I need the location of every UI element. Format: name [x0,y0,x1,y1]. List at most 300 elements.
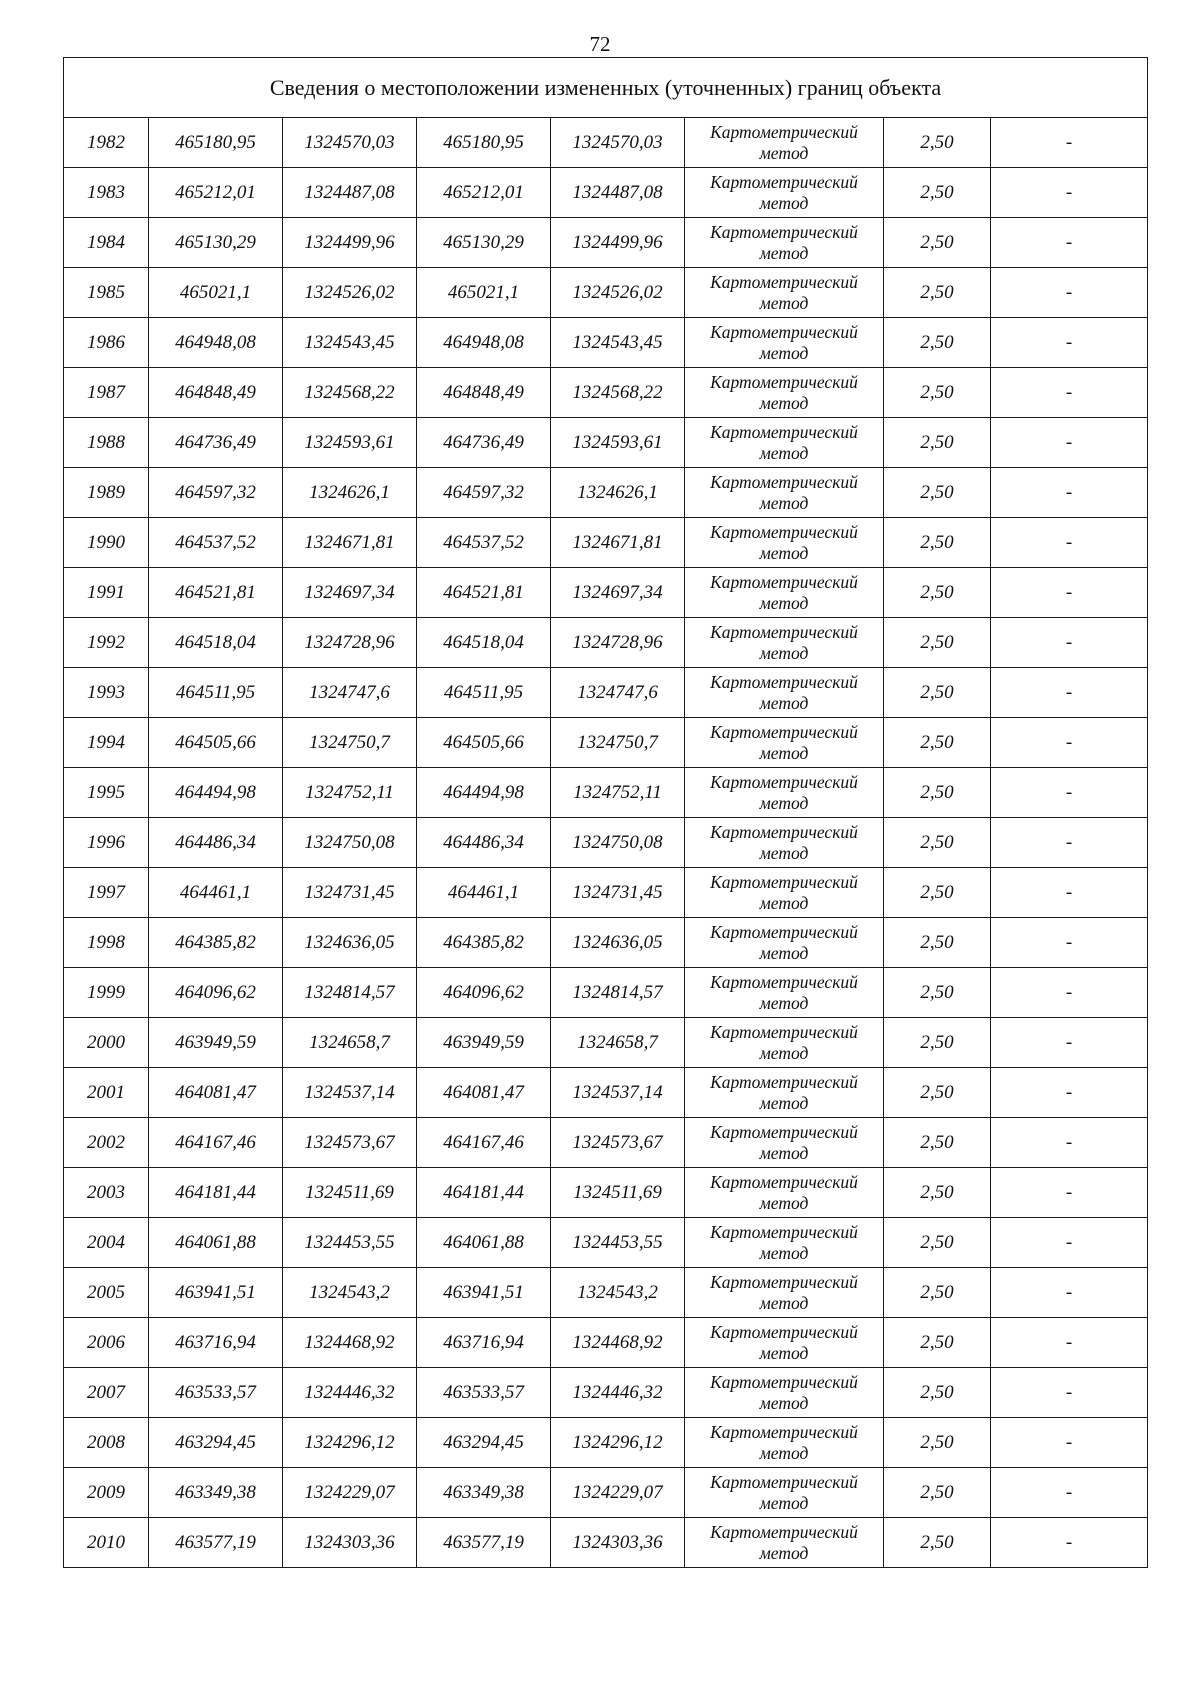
existing-x-cell: 464505,66 [149,718,283,768]
method-line-1: Картометрический [710,1471,858,1492]
point-number-cell: 1983 [64,168,149,218]
refined-x-cell: 464511,95 [417,668,551,718]
existing-x-cell: 464521,81 [149,568,283,618]
method-line-2: метод [759,1192,809,1213]
method-line-1: Картометрический [710,621,858,642]
point-number-cell: 1998 [64,918,149,968]
existing-y-cell: 1324296,12 [283,1418,417,1468]
existing-x-cell: 464736,49 [149,418,283,468]
method-cell [685,368,884,418]
refined-y-cell: 1324658,7 [551,1018,685,1068]
table-row [64,968,1148,1018]
point-number-cell: 1982 [64,118,149,168]
note-cell: - [991,868,1148,918]
refined-x-cell: 464385,82 [417,918,551,968]
existing-x-cell: 464461,1 [149,868,283,918]
existing-y-cell: 1324537,14 [283,1068,417,1118]
note-cell: - [991,1068,1148,1118]
existing-x-cell: 463349,38 [149,1468,283,1518]
refined-x-cell: 465212,01 [417,168,551,218]
method-cell [685,968,884,1018]
table-row [64,518,1148,568]
method-line-2: метод [759,1042,809,1063]
refined-y-cell: 1324543,45 [551,318,685,368]
refined-x-cell: 464494,98 [417,768,551,818]
method-line-2: метод [759,642,809,663]
precision-cell: 2,50 [884,218,991,268]
refined-y-cell: 1324626,1 [551,468,685,518]
precision-cell: 2,50 [884,1368,991,1418]
point-number-cell: 1999 [64,968,149,1018]
method-line-2: метод [759,242,809,263]
refined-y-cell: 1324697,34 [551,568,685,618]
method-cell [685,568,884,618]
existing-x-cell: 464181,44 [149,1168,283,1218]
method-line-2: метод [759,1442,809,1463]
method-line-1: Картометрический [710,471,858,492]
precision-cell: 2,50 [884,1168,991,1218]
precision-cell: 2,50 [884,568,991,618]
note-cell: - [991,618,1148,668]
note-cell: - [991,1168,1148,1218]
refined-y-cell: 1324731,45 [551,868,685,918]
table-row [64,1268,1148,1318]
refined-y-cell: 1324446,32 [551,1368,685,1418]
table-row [64,1418,1148,1468]
refined-y-cell: 1324568,22 [551,368,685,418]
point-number-cell: 1997 [64,868,149,918]
precision-cell: 2,50 [884,1218,991,1268]
method-line-2: метод [759,142,809,163]
precision-cell: 2,50 [884,718,991,768]
method-line-1: Картометрический [710,671,858,692]
refined-x-cell: 464486,34 [417,818,551,868]
precision-cell: 2,50 [884,768,991,818]
method-cell [685,1168,884,1218]
table-row [64,568,1148,618]
refined-x-cell: 464597,32 [417,468,551,518]
method-line-1: Картометрический [710,1021,858,1042]
method-line-1: Картометрический [710,871,858,892]
table-row [64,1118,1148,1168]
method-line-2: метод [759,1142,809,1163]
existing-x-cell: 463294,45 [149,1418,283,1468]
method-line-2: метод [759,392,809,413]
note-cell: - [991,118,1148,168]
table-row [64,818,1148,868]
method-cell [685,1518,884,1568]
existing-y-cell: 1324573,67 [283,1118,417,1168]
method-cell [685,768,884,818]
point-number-cell: 2009 [64,1468,149,1518]
point-number-cell: 1992 [64,618,149,668]
refined-y-cell: 1324728,96 [551,618,685,668]
existing-x-cell: 464537,52 [149,518,283,568]
note-cell: - [991,668,1148,718]
method-cell [685,418,884,468]
existing-y-cell: 1324511,69 [283,1168,417,1218]
point-number-cell: 2000 [64,1018,149,1068]
existing-x-cell: 463716,94 [149,1318,283,1368]
method-cell [685,518,884,568]
method-cell [685,1118,884,1168]
existing-y-cell: 1324543,2 [283,1268,417,1318]
existing-y-cell: 1324747,6 [283,668,417,718]
point-number-cell: 2002 [64,1118,149,1168]
note-cell: - [991,318,1148,368]
refined-y-cell: 1324468,92 [551,1318,685,1368]
refined-y-cell: 1324296,12 [551,1418,685,1468]
note-cell: - [991,268,1148,318]
method-line-1: Картометрический [710,1121,858,1142]
note-cell: - [991,718,1148,768]
method-cell [685,318,884,368]
method-line-2: метод [759,1492,809,1513]
existing-x-cell: 464167,46 [149,1118,283,1168]
existing-x-cell: 464061,88 [149,1218,283,1268]
point-number-cell: 1990 [64,518,149,568]
existing-x-cell: 464081,47 [149,1068,283,1118]
existing-y-cell: 1324229,07 [283,1468,417,1518]
method-line-1: Картометрический [710,221,858,242]
table-row [64,1518,1148,1568]
existing-x-cell: 464096,62 [149,968,283,1018]
existing-y-cell: 1324526,02 [283,268,417,318]
refined-y-cell: 1324814,57 [551,968,685,1018]
method-line-1: Картометрический [710,521,858,542]
note-cell: - [991,168,1148,218]
existing-y-cell: 1324626,1 [283,468,417,518]
refined-x-cell: 464521,81 [417,568,551,618]
note-cell: - [991,418,1148,468]
existing-y-cell: 1324750,7 [283,718,417,768]
table-title: Сведения о местоположении измененных (уточненных) границ объекта [64,58,1148,118]
note-cell: - [991,568,1148,618]
refined-x-cell: 464948,08 [417,318,551,368]
method-line-1: Картометрический [710,1371,858,1392]
method-line-2: метод [759,442,809,463]
existing-y-cell: 1324697,34 [283,568,417,618]
method-line-1: Картометрический [710,821,858,842]
existing-y-cell: 1324731,45 [283,868,417,918]
note-cell: - [991,1218,1148,1268]
note-cell: - [991,368,1148,418]
point-number-cell: 1996 [64,818,149,868]
refined-x-cell: 463533,57 [417,1368,551,1418]
point-number-cell: 2010 [64,1518,149,1568]
note-cell: - [991,1018,1148,1068]
table-row [64,868,1148,918]
existing-y-cell: 1324303,36 [283,1518,417,1568]
existing-y-cell: 1324752,11 [283,768,417,818]
note-cell: - [991,1468,1148,1518]
note-cell: - [991,768,1148,818]
existing-x-cell: 465130,29 [149,218,283,268]
note-cell: - [991,1368,1148,1418]
refined-y-cell: 1324543,2 [551,1268,685,1318]
note-cell: - [991,218,1148,268]
refined-y-cell: 1324636,05 [551,918,685,968]
method-cell [685,268,884,318]
method-line-1: Картометрический [710,271,858,292]
method-line-1: Картометрический [710,571,858,592]
table-row [64,368,1148,418]
refined-x-cell: 464461,1 [417,868,551,918]
note-cell: - [991,468,1148,518]
method-line-2: метод [759,792,809,813]
point-number-cell: 1993 [64,668,149,718]
precision-cell: 2,50 [884,118,991,168]
point-number-cell: 2008 [64,1418,149,1468]
note-cell: - [991,1518,1148,1568]
method-line-2: метод [759,1292,809,1313]
table-row [64,168,1148,218]
existing-y-cell: 1324446,32 [283,1368,417,1418]
refined-x-cell: 464181,44 [417,1168,551,1218]
method-cell [685,168,884,218]
refined-x-cell: 463716,94 [417,1318,551,1368]
refined-x-cell: 464096,62 [417,968,551,1018]
note-cell: - [991,818,1148,868]
existing-y-cell: 1324728,96 [283,618,417,668]
method-line-2: метод [759,592,809,613]
method-line-1: Картометрический [710,121,858,142]
table-row [64,1018,1148,1068]
existing-x-cell: 464597,32 [149,468,283,518]
table-row [64,1168,1148,1218]
method-line-2: метод [759,192,809,213]
table-row [64,218,1148,268]
refined-y-cell: 1324593,61 [551,418,685,468]
precision-cell: 2,50 [884,668,991,718]
existing-x-cell: 463949,59 [149,1018,283,1068]
method-line-1: Картометрический [710,971,858,992]
note-cell: - [991,1268,1148,1318]
existing-y-cell: 1324750,08 [283,818,417,868]
refined-x-cell: 464081,47 [417,1068,551,1118]
precision-cell: 2,50 [884,1418,991,1468]
method-line-2: метод [759,842,809,863]
method-cell [685,818,884,868]
method-line-1: Картометрический [710,1071,858,1092]
precision-cell: 2,50 [884,468,991,518]
point-number-cell: 2003 [64,1168,149,1218]
method-cell [685,218,884,268]
table-row [64,668,1148,718]
table-row [64,618,1148,668]
refined-y-cell: 1324573,67 [551,1118,685,1168]
refined-x-cell: 465130,29 [417,218,551,268]
precision-cell: 2,50 [884,318,991,368]
method-line-1: Картометрический [710,371,858,392]
method-cell [685,1268,884,1318]
refined-y-cell: 1324570,03 [551,118,685,168]
precision-cell: 2,50 [884,268,991,318]
refined-x-cell: 465021,1 [417,268,551,318]
method-line-2: метод [759,892,809,913]
point-number-cell: 1989 [64,468,149,518]
refined-x-cell: 464736,49 [417,418,551,468]
method-line-1: Картометрический [710,1171,858,1192]
existing-y-cell: 1324543,45 [283,318,417,368]
method-line-2: метод [759,942,809,963]
method-line-2: метод [759,1242,809,1263]
method-cell [685,1318,884,1368]
existing-y-cell: 1324814,57 [283,968,417,1018]
table-row [64,1218,1148,1268]
refined-x-cell: 464167,46 [417,1118,551,1168]
existing-x-cell: 464486,34 [149,818,283,868]
existing-x-cell: 465180,95 [149,118,283,168]
point-number-cell: 1991 [64,568,149,618]
existing-y-cell: 1324658,7 [283,1018,417,1068]
existing-x-cell: 464385,82 [149,918,283,968]
precision-cell: 2,50 [884,1118,991,1168]
table-row [64,468,1148,518]
refined-x-cell: 464061,88 [417,1218,551,1268]
point-number-cell: 2005 [64,1268,149,1318]
table-row [64,768,1148,818]
existing-x-cell: 464848,49 [149,368,283,418]
method-cell [685,1468,884,1518]
refined-y-cell: 1324499,96 [551,218,685,268]
point-number-cell: 1987 [64,368,149,418]
method-line-2: метод [759,1092,809,1113]
method-line-2: метод [759,342,809,363]
method-cell [685,118,884,168]
precision-cell: 2,50 [884,818,991,868]
method-line-2: метод [759,542,809,563]
method-cell [685,918,884,968]
method-line-2: метод [759,292,809,313]
point-number-cell: 1988 [64,418,149,468]
method-line-1: Картометрический [710,771,858,792]
refined-y-cell: 1324750,7 [551,718,685,768]
existing-y-cell: 1324487,08 [283,168,417,218]
method-line-1: Картометрический [710,1521,858,1542]
existing-y-cell: 1324499,96 [283,218,417,268]
method-cell [685,1368,884,1418]
existing-y-cell: 1324570,03 [283,118,417,168]
method-line-1: Картометрический [710,1421,858,1442]
note-cell: - [991,518,1148,568]
precision-cell: 2,50 [884,1518,991,1568]
existing-y-cell: 1324568,22 [283,368,417,418]
refined-y-cell: 1324750,08 [551,818,685,868]
refined-x-cell: 464518,04 [417,618,551,668]
refined-x-cell: 463294,45 [417,1418,551,1468]
point-number-cell: 1984 [64,218,149,268]
table-row [64,718,1148,768]
point-number-cell: 1986 [64,318,149,368]
point-number-cell: 1994 [64,718,149,768]
refined-y-cell: 1324671,81 [551,518,685,568]
method-line-1: Картометрический [710,321,858,342]
refined-y-cell: 1324511,69 [551,1168,685,1218]
table-row [64,118,1148,168]
method-cell [685,718,884,768]
refined-x-cell: 463941,51 [417,1268,551,1318]
precision-cell: 2,50 [884,1468,991,1518]
table-row [64,268,1148,318]
table-title-row [64,58,1148,118]
method-line-1: Картометрический [710,171,858,192]
method-line-2: метод [759,1542,809,1563]
precision-cell: 2,50 [884,518,991,568]
refined-y-cell: 1324303,36 [551,1518,685,1568]
method-line-1: Картометрический [710,421,858,442]
method-line-1: Картометрический [710,1271,858,1292]
page-number: 72 [589,32,611,56]
existing-y-cell: 1324468,92 [283,1318,417,1368]
existing-x-cell: 463941,51 [149,1268,283,1318]
refined-x-cell: 464505,66 [417,718,551,768]
method-line-2: метод [759,492,809,513]
method-line-1: Картометрический [710,1221,858,1242]
table-row [64,418,1148,468]
refined-x-cell: 464537,52 [417,518,551,568]
point-number-cell: 1995 [64,768,149,818]
refined-y-cell: 1324453,55 [551,1218,685,1268]
method-line-1: Картометрический [710,1321,858,1342]
method-cell [685,1418,884,1468]
existing-y-cell: 1324593,61 [283,418,417,468]
refined-y-cell: 1324487,08 [551,168,685,218]
method-line-1: Картометрический [710,921,858,942]
method-line-2: метод [759,692,809,713]
refined-y-cell: 1324752,11 [551,768,685,818]
precision-cell: 2,50 [884,968,991,1018]
refined-x-cell: 464848,49 [417,368,551,418]
existing-y-cell: 1324453,55 [283,1218,417,1268]
refined-x-cell: 463949,59 [417,1018,551,1068]
method-line-2: метод [759,742,809,763]
precision-cell: 2,50 [884,918,991,968]
note-cell: - [991,968,1148,1018]
existing-x-cell: 464948,08 [149,318,283,368]
refined-x-cell: 463349,38 [417,1468,551,1518]
precision-cell: 2,50 [884,1268,991,1318]
table-row [64,1468,1148,1518]
method-line-2: метод [759,992,809,1013]
precision-cell: 2,50 [884,418,991,468]
method-line-2: метод [759,1392,809,1413]
method-line-2: метод [759,1342,809,1363]
table-row [64,1368,1148,1418]
point-number-cell: 2006 [64,1318,149,1368]
precision-cell: 2,50 [884,368,991,418]
point-number-cell: 2001 [64,1068,149,1118]
method-cell [685,668,884,718]
method-cell [685,468,884,518]
precision-cell: 2,50 [884,1018,991,1068]
refined-y-cell: 1324526,02 [551,268,685,318]
existing-y-cell: 1324671,81 [283,518,417,568]
existing-x-cell: 463533,57 [149,1368,283,1418]
existing-x-cell: 465212,01 [149,168,283,218]
precision-cell: 2,50 [884,618,991,668]
note-cell: - [991,1318,1148,1368]
table-row [64,918,1148,968]
note-cell: - [991,918,1148,968]
precision-cell: 2,50 [884,868,991,918]
method-cell [685,868,884,918]
precision-cell: 2,50 [884,1068,991,1118]
precision-cell: 2,50 [884,168,991,218]
note-cell: - [991,1118,1148,1168]
boundary-coordinates-table [63,57,1148,1568]
point-number-cell: 1985 [64,268,149,318]
